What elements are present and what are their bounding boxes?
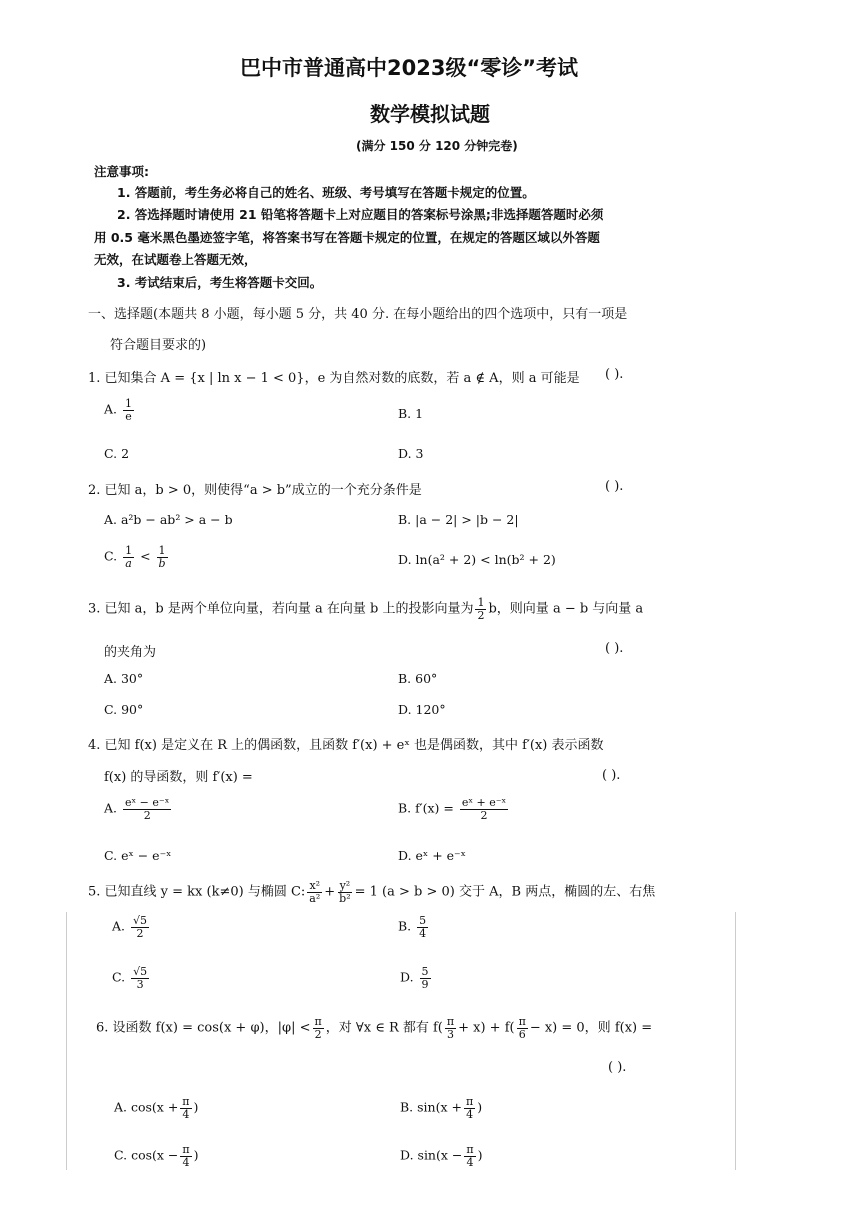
- q3-option-c: C. 90°: [104, 702, 144, 717]
- q1-option-d: D. 3: [398, 446, 424, 461]
- question-6-stem: 6. 设函数 f(x) = cos(x + φ)，|φ| < $\frac{\pi}{2}$ ，对 ∀x ∈ R 都有 f( $\frac{\pi}{3}$ + x) + f( $\frac{\pi}{6}$ − x) = 0，则 f(x) =: [96, 1015, 653, 1041]
- q2-option-a: A. a²b − ab² > a − b: [104, 512, 233, 527]
- answer-bracket: ( ).: [605, 479, 624, 494]
- question-4-stem: 4. 已知 f(x) 是定义在 R 上的偶函数，且函数 f′(x) + eˣ 也是偶函数，其中 f′(x) 表示函数: [88, 738, 604, 753]
- question-1-stem: 1. 已知集合 A = {x | ln x − 1 < 0}，e 为自然对数的底数，若 a ∉ A，则 a 可能是: [88, 371, 580, 386]
- answer-bracket: ( ).: [608, 1060, 627, 1075]
- q3-option-d: D. 120°: [398, 702, 446, 717]
- q6-option-b: B. sin(x + $\frac{\pi}{4}$ ): [400, 1095, 483, 1121]
- q4-option-c: C. eˣ − e⁻ˣ: [104, 848, 172, 863]
- q3-option-b: B. 60°: [398, 671, 438, 686]
- q4-option-a: A. $\frac{\text{eˣ − e⁻ˣ}}{2}$: [104, 796, 170, 822]
- q5-option-d: D. $\frac{5}{9}$: [400, 965, 429, 991]
- q1-option-c: C. 2: [104, 446, 130, 461]
- q6-option-d: D. sin(x − $\frac{\pi}{4}$ ): [400, 1143, 483, 1169]
- section-heading-cont: 符合题目要求的): [110, 338, 207, 353]
- q4-option-b: B. f′(x) = $\frac{\text{eˣ + e⁻ˣ}}{2}$: [398, 796, 507, 822]
- question-3-stem: 3. 已知 a，b 是两个单位向量，若向量 a 在向量 b 上的投影向量为 $\frac{1}{2}$ b，则向量 a − b 与向量 a: [88, 596, 644, 622]
- question-4-stem-cont: f(x) 的导函数，则 f′(x) =: [104, 770, 253, 785]
- exam-title: 巴中市普通高中2023级“零诊”考试: [240, 56, 579, 80]
- notice-item: 1. 答题前，考生务必将自己的姓名、班级、考号填写在答题卡规定的位置。: [117, 185, 535, 200]
- question-3-stem-cont: 的夹角为: [104, 645, 157, 660]
- notice-item: 无效，在试题卷上答题无效，: [94, 252, 257, 267]
- notice-item: 2. 答选择题时请使用 21 铅笔将答题卡上对应题目的答案标号涂黑;非选择题答题时必须: [117, 207, 604, 222]
- q1-option-b: B. 1: [398, 406, 424, 421]
- q6-option-a: A. cos(x + $\frac{\pi}{4}$ ): [114, 1095, 199, 1121]
- answer-bracket: ( ).: [602, 768, 621, 783]
- q2-option-d: D. ln(a² + 2) < ln(b² + 2): [398, 552, 556, 567]
- q5-option-c: C. $\frac{√5}{3}$: [112, 965, 148, 991]
- q6-option-c: C. cos(x − $\frac{\pi}{4}$ ): [114, 1143, 199, 1169]
- exam-score-note: (满分 150 分 120 分钟完卷): [356, 139, 518, 153]
- q5-option-b: B. $\frac{5}{4}$: [398, 914, 427, 940]
- q2-option-c: C. $\frac{1}{a}$ < $\frac{1}{b}$: [104, 544, 166, 570]
- scan-edge-line: [66, 912, 67, 1170]
- q2-option-b: B. |a − 2| > |b − 2|: [398, 512, 519, 527]
- notice-heading: 注意事项:: [94, 164, 149, 179]
- q5-option-a: A. $\frac{√5}{2}$: [112, 914, 148, 940]
- section-heading: 一、选择题(本题共 8 小题，每小题 5 分，共 40 分. 在每小题给出的四个选项中，只有一项是: [88, 307, 628, 322]
- notice-item: 3. 考试结束后，考生将答题卡交回。: [117, 275, 323, 290]
- answer-bracket: ( ).: [605, 367, 624, 382]
- answer-bracket: ( ).: [605, 641, 624, 656]
- exam-subtitle: 数学模拟试题: [370, 102, 490, 126]
- notice-item: 用 0.5 毫米黑色墨迹签字笔，将答案书写在答题卡规定的位置，在规定的答题区域以外答题: [94, 230, 600, 245]
- q4-option-d: D. eˣ + e⁻ˣ: [398, 848, 466, 863]
- question-5-stem: 5. 已知直线 y = kx (k≠0) 与椭圆 C: $\frac{\text{x²}}{\text{a²}}$ + $\frac{\text{y²}}{\text{b²}}$ = 1 (a > b > 0) 交于 A，B 两点，椭圆的左、右焦: [88, 879, 656, 905]
- q3-option-a: A. 30°: [104, 671, 144, 686]
- question-2-stem: 2. 已知 a，b > 0，则使得“a > b”成立的一个充分条件是: [88, 483, 422, 498]
- scan-edge-line: [735, 912, 736, 1170]
- q1-option-a: A. $\frac{1}{e}$: [104, 397, 132, 423]
